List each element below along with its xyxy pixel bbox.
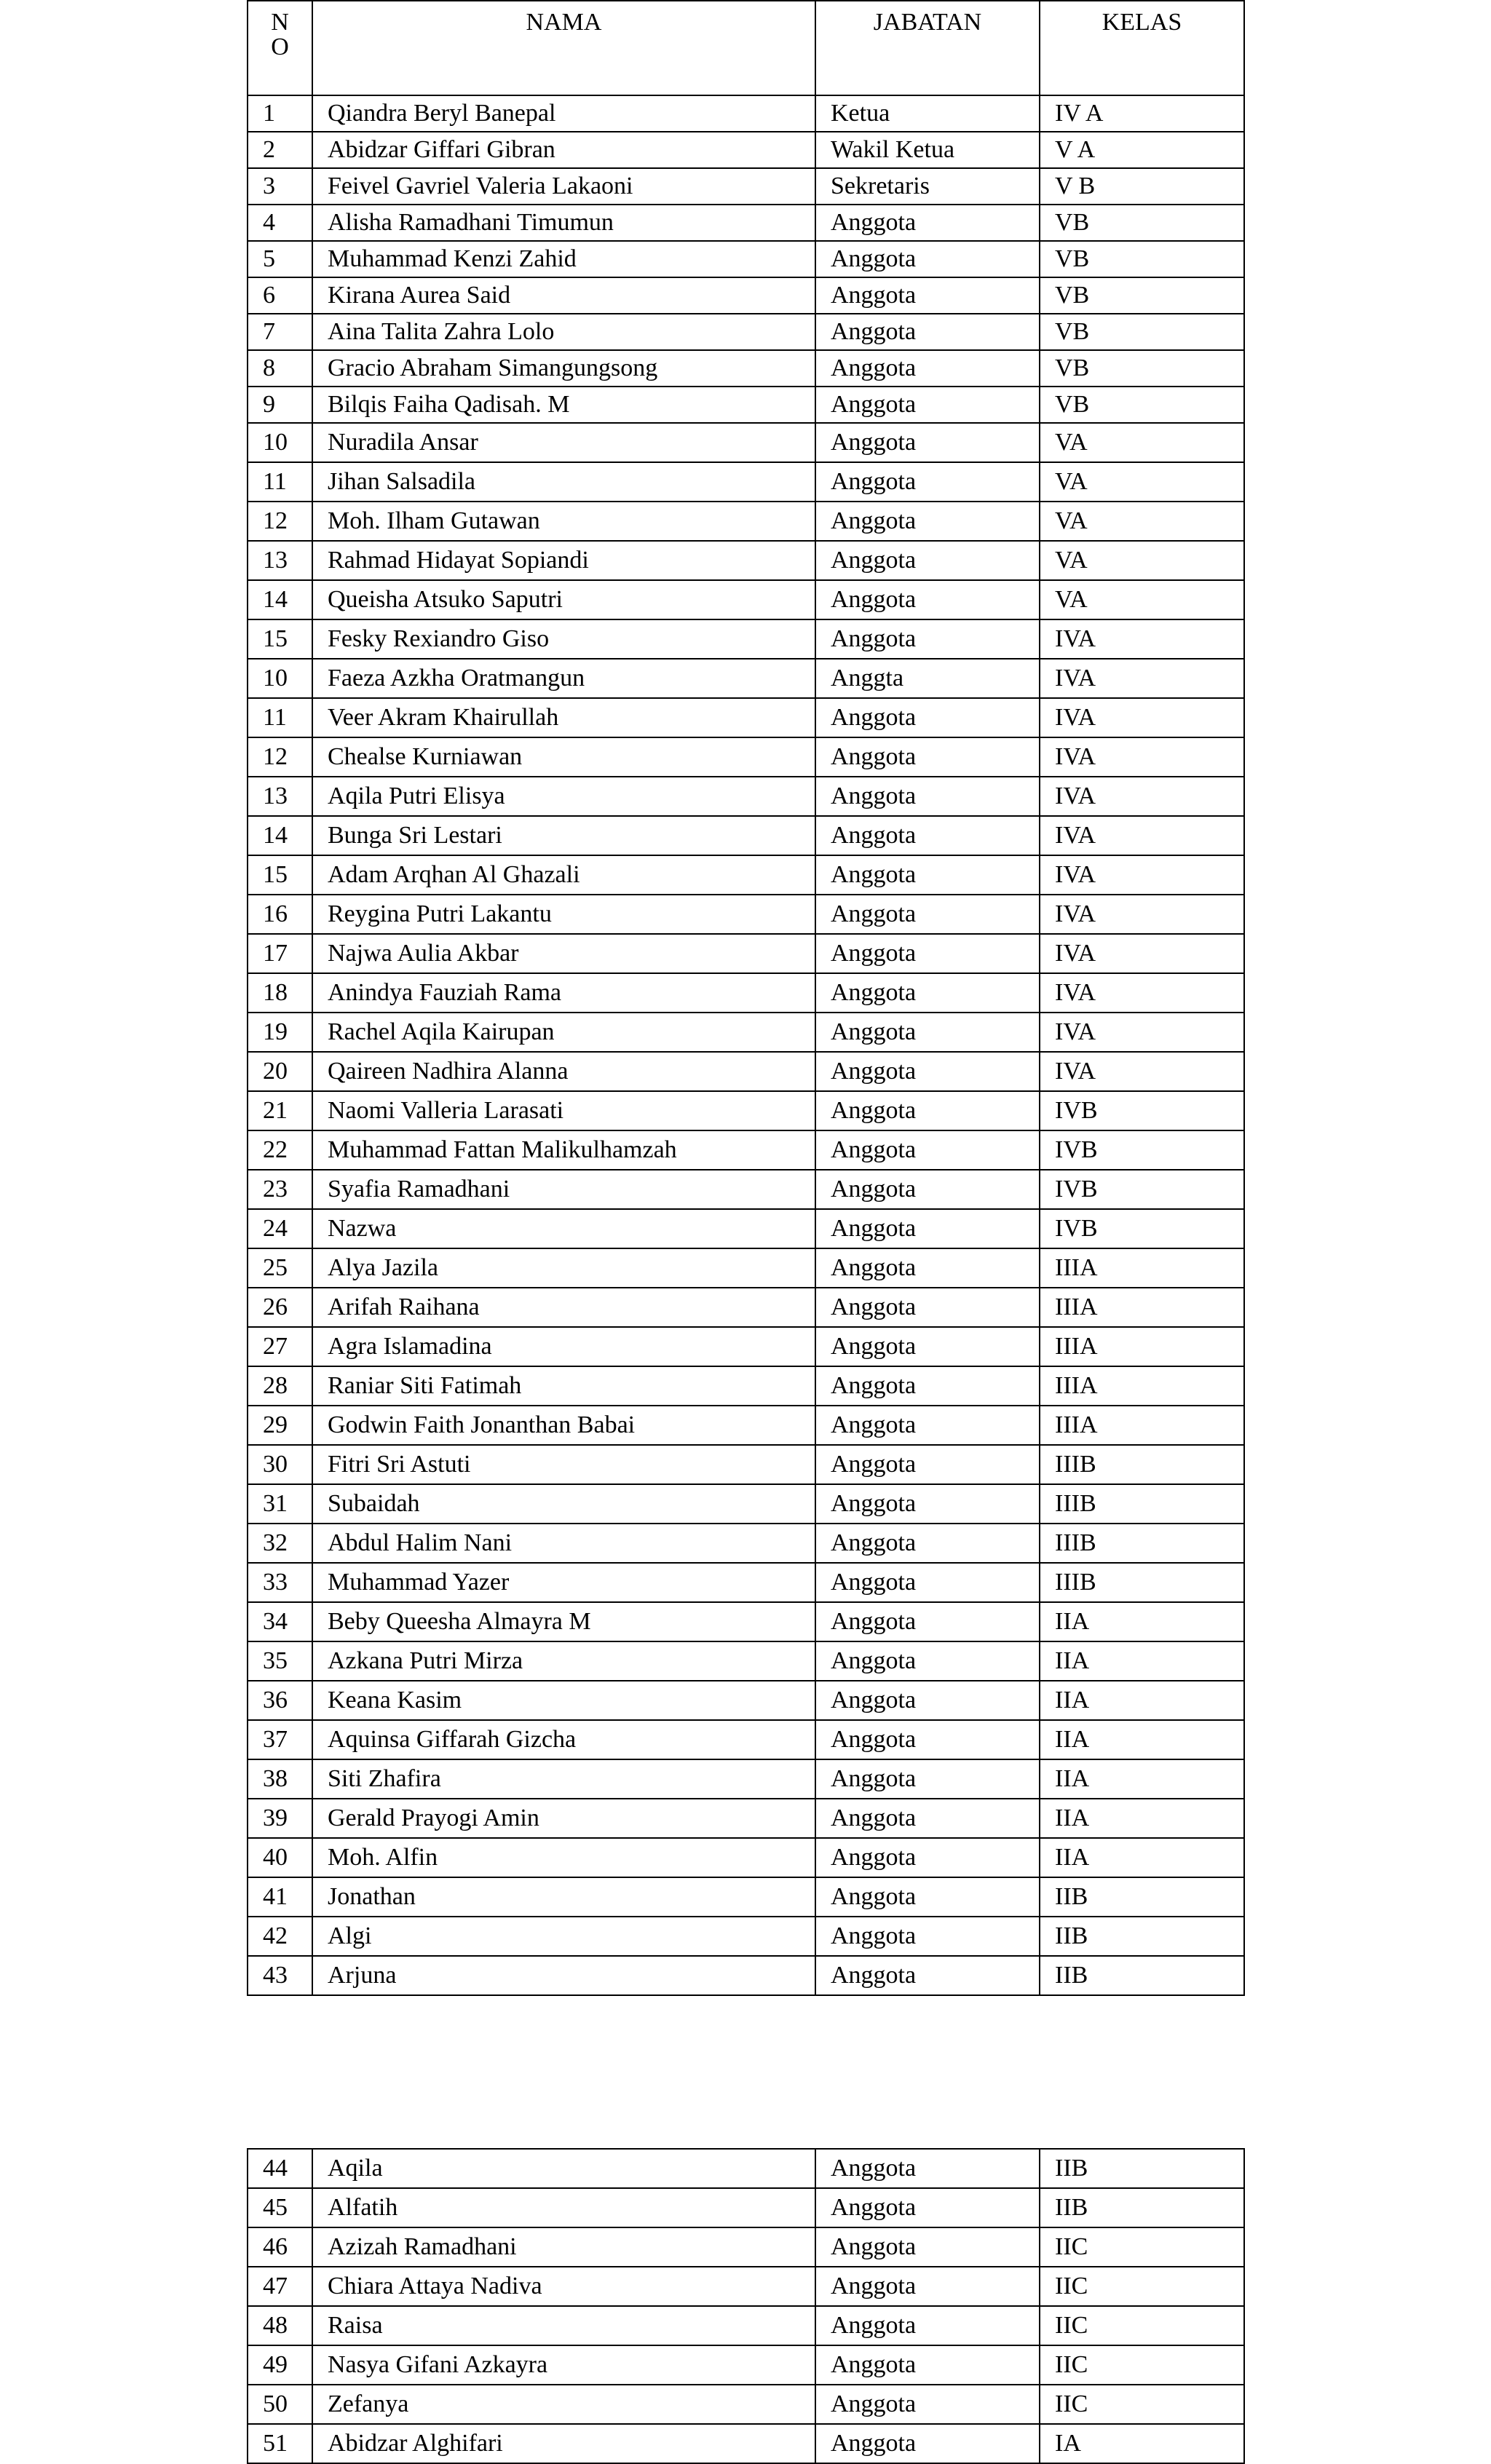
- cell-nama: Gerald Prayogi Amin: [312, 1799, 815, 1838]
- table-row: [248, 777, 1244, 816]
- cell-no: 27: [248, 1327, 312, 1366]
- table-row: [248, 934, 1244, 973]
- cell-nama: Arifah Raihana: [312, 1288, 815, 1327]
- table-row: [248, 1130, 1244, 1170]
- cell-jabatan: Anggota: [815, 895, 1040, 934]
- cell-jabatan: Anggota: [815, 205, 1040, 241]
- cell-nama: Reygina Putri Lakantu: [312, 895, 815, 934]
- cell-kelas: IIIB: [1040, 1563, 1244, 1602]
- table-row: [248, 1877, 1244, 1917]
- cell-jabatan: Anggota: [815, 1130, 1040, 1170]
- cell-jabatan: Anggota: [815, 502, 1040, 541]
- member-table-continued-body: [248, 2149, 1244, 2463]
- cell-kelas: IVB: [1040, 1209, 1244, 1248]
- cell-kelas: IIB: [1040, 1917, 1244, 1956]
- table-row: [248, 541, 1244, 580]
- cell-nama: Qiandra Beryl Banepal: [312, 95, 815, 132]
- cell-jabatan: Anggota: [815, 1563, 1040, 1602]
- cell-nama: Fesky Rexiandro Giso: [312, 619, 815, 659]
- table-row: [248, 816, 1244, 855]
- cell-nama: Aquinsa Giffarah Gizcha: [312, 1720, 815, 1759]
- table-row: [248, 619, 1244, 659]
- cell-kelas: IIA: [1040, 1641, 1244, 1681]
- cell-jabatan: Anggota: [815, 619, 1040, 659]
- cell-no: 30: [248, 1445, 312, 1484]
- cell-kelas: IIIA: [1040, 1288, 1244, 1327]
- cell-no: 28: [248, 1366, 312, 1406]
- cell-jabatan: Anggota: [815, 1052, 1040, 1091]
- cell-no: 44: [248, 2149, 312, 2188]
- cell-nama: Gracio Abraham Simangungsong: [312, 350, 815, 387]
- cell-kelas: IIA: [1040, 1799, 1244, 1838]
- cell-no: 12: [248, 502, 312, 541]
- cell-no: 37: [248, 1720, 312, 1759]
- cell-jabatan: Sekretaris: [815, 168, 1040, 205]
- cell-nama: Veer Akram Khairullah: [312, 698, 815, 737]
- cell-nama: Queisha Atsuko Saputri: [312, 580, 815, 619]
- cell-jabatan: Anggota: [815, 777, 1040, 816]
- cell-kelas: IVA: [1040, 777, 1244, 816]
- cell-jabatan: Anggota: [815, 1917, 1040, 1956]
- cell-kelas: VA: [1040, 502, 1244, 541]
- cell-no: 14: [248, 580, 312, 619]
- cell-jabatan: Anggota: [815, 1759, 1040, 1799]
- cell-no: 33: [248, 1563, 312, 1602]
- header-row: [248, 1, 1244, 95]
- cell-jabatan: Anggota: [815, 387, 1040, 423]
- cell-no: 12: [248, 737, 312, 777]
- header-jabatan: JABATAN: [815, 1, 1040, 95]
- cell-nama: Beby Queesha Almayra M: [312, 1602, 815, 1641]
- cell-jabatan: Anggota: [815, 1091, 1040, 1130]
- cell-kelas: IVA: [1040, 934, 1244, 973]
- cell-jabatan: Anggota: [815, 241, 1040, 277]
- cell-kelas: IIA: [1040, 1602, 1244, 1641]
- cell-nama: Alfatih: [312, 2188, 815, 2227]
- table-row: [248, 387, 1244, 423]
- cell-nama: Jihan Salsadila: [312, 462, 815, 502]
- table-row: [248, 314, 1244, 350]
- cell-no: 21: [248, 1091, 312, 1130]
- cell-jabatan: Anggota: [815, 816, 1040, 855]
- cell-no: 15: [248, 619, 312, 659]
- cell-kelas: IIC: [1040, 2306, 1244, 2345]
- table-row: [248, 168, 1244, 205]
- cell-jabatan: Wakil Ketua: [815, 132, 1040, 168]
- table-row: [248, 205, 1244, 241]
- table-row: [248, 2227, 1244, 2267]
- cell-no: 51: [248, 2424, 312, 2463]
- cell-jabatan: Anggota: [815, 1406, 1040, 1445]
- cell-jabatan: Anggota: [815, 462, 1040, 502]
- cell-kelas: IVA: [1040, 737, 1244, 777]
- cell-no: 16: [248, 895, 312, 934]
- cell-kelas: VB: [1040, 205, 1244, 241]
- cell-no: 49: [248, 2345, 312, 2385]
- cell-nama: Bilqis Faiha Qadisah. M: [312, 387, 815, 423]
- table-row: [248, 1563, 1244, 1602]
- cell-kelas: IVA: [1040, 619, 1244, 659]
- cell-nama: Abidzar Alghifari: [312, 2424, 815, 2463]
- cell-jabatan: Anggota: [815, 1327, 1040, 1366]
- cell-kelas: IIC: [1040, 2345, 1244, 2385]
- table-row: [248, 2424, 1244, 2463]
- table-row: [248, 1052, 1244, 1091]
- table-row: [248, 1759, 1244, 1799]
- cell-no: 29: [248, 1406, 312, 1445]
- cell-no: 13: [248, 777, 312, 816]
- cell-jabatan: Anggota: [815, 1602, 1040, 1641]
- cell-no: 34: [248, 1602, 312, 1641]
- table-row: [248, 698, 1244, 737]
- cell-kelas: IVA: [1040, 1013, 1244, 1052]
- cell-kelas: IVA: [1040, 1052, 1244, 1091]
- member-table: [247, 0, 1245, 1996]
- cell-nama: Nuradila Ansar: [312, 423, 815, 462]
- cell-nama: Godwin Faith Jonanthan Babai: [312, 1406, 815, 1445]
- cell-nama: Nasya Gifani Azkayra: [312, 2345, 815, 2385]
- cell-kelas: V B: [1040, 168, 1244, 205]
- cell-no: 36: [248, 1681, 312, 1720]
- cell-jabatan: Anggota: [815, 541, 1040, 580]
- cell-nama: Abdul Halim Nani: [312, 1524, 815, 1563]
- cell-jabatan: Anggota: [815, 1445, 1040, 1484]
- cell-no: 24: [248, 1209, 312, 1248]
- table-row: [248, 1799, 1244, 1838]
- table-row: [248, 462, 1244, 502]
- cell-jabatan: Anggota: [815, 314, 1040, 350]
- cell-no: 43: [248, 1956, 312, 1995]
- table-row: [248, 95, 1244, 132]
- cell-jabatan: Anggota: [815, 973, 1040, 1013]
- cell-kelas: VA: [1040, 423, 1244, 462]
- table-row: [248, 2188, 1244, 2227]
- cell-nama: Agra Islamadina: [312, 1327, 815, 1366]
- table-row: [248, 1248, 1244, 1288]
- cell-jabatan: Ketua: [815, 95, 1040, 132]
- table-row: [248, 350, 1244, 387]
- table-row: [248, 1720, 1244, 1759]
- table-row: [248, 2267, 1244, 2306]
- cell-jabatan: Anggota: [815, 934, 1040, 973]
- cell-no: 17: [248, 934, 312, 973]
- cell-kelas: IVA: [1040, 895, 1244, 934]
- table-row: [248, 2385, 1244, 2424]
- cell-nama: Azizah Ramadhani: [312, 2227, 815, 2267]
- cell-jabatan: Anggota: [815, 1956, 1040, 1995]
- table-row: [248, 1484, 1244, 1524]
- cell-no: 25: [248, 1248, 312, 1288]
- cell-kelas: IIC: [1040, 2385, 1244, 2424]
- table-row: [248, 2345, 1244, 2385]
- cell-kelas: IIB: [1040, 1877, 1244, 1917]
- cell-jabatan: Anggota: [815, 580, 1040, 619]
- cell-nama: Moh. Alfin: [312, 1838, 815, 1877]
- cell-no: 5: [248, 241, 312, 277]
- cell-no: 32: [248, 1524, 312, 1563]
- cell-jabatan: Anggota: [815, 2227, 1040, 2267]
- cell-kelas: VA: [1040, 541, 1244, 580]
- cell-kelas: IVB: [1040, 1170, 1244, 1209]
- cell-jabatan: Anggota: [815, 1484, 1040, 1524]
- cell-no: 11: [248, 698, 312, 737]
- cell-nama: Fitri Sri Astuti: [312, 1445, 815, 1484]
- cell-no: 7: [248, 314, 312, 350]
- cell-jabatan: Anggota: [815, 423, 1040, 462]
- cell-nama: Muhammad Fattan Malikulhamzah: [312, 1130, 815, 1170]
- cell-no: 18: [248, 973, 312, 1013]
- cell-jabatan: Anggota: [815, 1641, 1040, 1681]
- cell-no: 14: [248, 816, 312, 855]
- cell-kelas: IIA: [1040, 1838, 1244, 1877]
- header-nama: NAMA: [312, 1, 815, 95]
- cell-kelas: VB: [1040, 241, 1244, 277]
- cell-jabatan: Anggota: [815, 1013, 1040, 1052]
- cell-nama: Naomi Valleria Larasati: [312, 1091, 815, 1130]
- cell-kelas: IIA: [1040, 1720, 1244, 1759]
- table-row: [248, 2149, 1244, 2188]
- cell-jabatan: Anggta: [815, 659, 1040, 698]
- cell-no: 46: [248, 2227, 312, 2267]
- cell-nama: Rahmad Hidayat Sopiandi: [312, 541, 815, 580]
- cell-nama: Raisa: [312, 2306, 815, 2345]
- cell-nama: Zefanya: [312, 2385, 815, 2424]
- cell-kelas: IIA: [1040, 1759, 1244, 1799]
- cell-jabatan: Anggota: [815, 1681, 1040, 1720]
- cell-jabatan: Anggota: [815, 1524, 1040, 1563]
- cell-kelas: IVA: [1040, 816, 1244, 855]
- cell-nama: Raniar Siti Fatimah: [312, 1366, 815, 1406]
- table-row: [248, 2306, 1244, 2345]
- cell-jabatan: Anggota: [815, 698, 1040, 737]
- cell-kelas: IVA: [1040, 855, 1244, 895]
- table-row: [248, 1445, 1244, 1484]
- cell-nama: Arjuna: [312, 1956, 815, 1995]
- cell-jabatan: Anggota: [815, 2345, 1040, 2385]
- cell-kelas: IA: [1040, 2424, 1244, 2463]
- cell-jabatan: Anggota: [815, 2149, 1040, 2188]
- cell-nama: Adam Arqhan Al Ghazali: [312, 855, 815, 895]
- cell-no: 50: [248, 2385, 312, 2424]
- cell-nama: Abidzar Giffari Gibran: [312, 132, 815, 168]
- table-row: [248, 277, 1244, 314]
- member-table-continued: [247, 2148, 1245, 2464]
- cell-no: 19: [248, 1013, 312, 1052]
- cell-no: 47: [248, 2267, 312, 2306]
- table-row: [248, 895, 1244, 934]
- cell-kelas: IIIB: [1040, 1445, 1244, 1484]
- cell-nama: Chealse Kurniawan: [312, 737, 815, 777]
- cell-nama: Anindya Fauziah Rama: [312, 973, 815, 1013]
- member-table-body: [248, 95, 1244, 1995]
- cell-jabatan: Anggota: [815, 1799, 1040, 1838]
- cell-no: 6: [248, 277, 312, 314]
- cell-nama: Azkana Putri Mirza: [312, 1641, 815, 1681]
- cell-nama: Rachel Aqila Kairupan: [312, 1013, 815, 1052]
- cell-jabatan: Anggota: [815, 2267, 1040, 2306]
- cell-nama: Syafia Ramadhani: [312, 1170, 815, 1209]
- table-row: [248, 659, 1244, 698]
- cell-nama: Alya Jazila: [312, 1248, 815, 1288]
- cell-nama: Siti Zhafira: [312, 1759, 815, 1799]
- cell-jabatan: Anggota: [815, 737, 1040, 777]
- cell-kelas: IV A: [1040, 95, 1244, 132]
- table-row: [248, 1013, 1244, 1052]
- cell-jabatan: Anggota: [815, 2188, 1040, 2227]
- cell-no: 38: [248, 1759, 312, 1799]
- table-row: [248, 1956, 1244, 1995]
- table-row: [248, 1681, 1244, 1720]
- table-row: [248, 1170, 1244, 1209]
- cell-no: 8: [248, 350, 312, 387]
- cell-kelas: IIIA: [1040, 1327, 1244, 1366]
- cell-no: 45: [248, 2188, 312, 2227]
- cell-no: 2: [248, 132, 312, 168]
- cell-no: 23: [248, 1170, 312, 1209]
- cell-nama: Algi: [312, 1917, 815, 1956]
- table-row: [248, 1641, 1244, 1681]
- cell-kelas: IVB: [1040, 1130, 1244, 1170]
- table-row: [248, 1209, 1244, 1248]
- cell-nama: Feivel Gavriel Valeria Lakaoni: [312, 168, 815, 205]
- cell-kelas: VB: [1040, 277, 1244, 314]
- cell-nama: Kirana Aurea Said: [312, 277, 815, 314]
- cell-kelas: IIIA: [1040, 1248, 1244, 1288]
- header-kelas: KELAS: [1040, 1, 1244, 95]
- cell-kelas: IIC: [1040, 2227, 1244, 2267]
- cell-jabatan: Anggota: [815, 1877, 1040, 1917]
- cell-no: 22: [248, 1130, 312, 1170]
- cell-jabatan: Anggota: [815, 2306, 1040, 2345]
- table-row: [248, 241, 1244, 277]
- cell-kelas: IVA: [1040, 659, 1244, 698]
- table-row: [248, 973, 1244, 1013]
- table-row: [248, 502, 1244, 541]
- cell-nama: Qaireen Nadhira Alanna: [312, 1052, 815, 1091]
- cell-kelas: IIA: [1040, 1681, 1244, 1720]
- cell-no: 39: [248, 1799, 312, 1838]
- cell-no: 3: [248, 168, 312, 205]
- cell-nama: Muhammad Yazer: [312, 1563, 815, 1602]
- table-row: [248, 1327, 1244, 1366]
- cell-kelas: IIIA: [1040, 1366, 1244, 1406]
- cell-jabatan: Anggota: [815, 2385, 1040, 2424]
- table-row: [248, 1366, 1244, 1406]
- cell-nama: Jonathan: [312, 1877, 815, 1917]
- cell-no: 13: [248, 541, 312, 580]
- cell-no: 10: [248, 423, 312, 462]
- cell-nama: Aina Talita Zahra Lolo: [312, 314, 815, 350]
- cell-no: 40: [248, 1838, 312, 1877]
- cell-no: 4: [248, 205, 312, 241]
- cell-no: 10: [248, 659, 312, 698]
- cell-kelas: V A: [1040, 132, 1244, 168]
- cell-jabatan: Anggota: [815, 350, 1040, 387]
- cell-nama: Aqila Putri Elisya: [312, 777, 815, 816]
- table-row: [248, 855, 1244, 895]
- cell-nama: Keana Kasim: [312, 1681, 815, 1720]
- cell-jabatan: Anggota: [815, 1288, 1040, 1327]
- cell-kelas: IIC: [1040, 2267, 1244, 2306]
- cell-nama: Najwa Aulia Akbar: [312, 934, 815, 973]
- table-row: [248, 1917, 1244, 1956]
- table-row: [248, 1838, 1244, 1877]
- cell-kelas: IIB: [1040, 1956, 1244, 1995]
- header-no: N O: [248, 1, 312, 95]
- cell-kelas: VA: [1040, 462, 1244, 502]
- cell-nama: Bunga Sri Lestari: [312, 816, 815, 855]
- cell-no: 42: [248, 1917, 312, 1956]
- table-row: [248, 1091, 1244, 1130]
- cell-jabatan: Anggota: [815, 1366, 1040, 1406]
- cell-nama: Aqila: [312, 2149, 815, 2188]
- table-row: [248, 1406, 1244, 1445]
- cell-no: 11: [248, 462, 312, 502]
- cell-kelas: VA: [1040, 580, 1244, 619]
- cell-kelas: VB: [1040, 350, 1244, 387]
- cell-jabatan: Anggota: [815, 1720, 1040, 1759]
- cell-kelas: IVA: [1040, 973, 1244, 1013]
- cell-no: 48: [248, 2306, 312, 2345]
- cell-kelas: IVA: [1040, 698, 1244, 737]
- cell-jabatan: Anggota: [815, 277, 1040, 314]
- cell-nama: Faeza Azkha Oratmangun: [312, 659, 815, 698]
- cell-nama: Muhammad Kenzi Zahid: [312, 241, 815, 277]
- cell-no: 1: [248, 95, 312, 132]
- cell-kelas: IIIB: [1040, 1484, 1244, 1524]
- table-row: [248, 580, 1244, 619]
- cell-no: 41: [248, 1877, 312, 1917]
- cell-kelas: IVB: [1040, 1091, 1244, 1130]
- cell-no: 15: [248, 855, 312, 895]
- cell-nama: Chiara Attaya Nadiva: [312, 2267, 815, 2306]
- table-row: [248, 1524, 1244, 1563]
- cell-kelas: VB: [1040, 314, 1244, 350]
- cell-no: 26: [248, 1288, 312, 1327]
- cell-no: 20: [248, 1052, 312, 1091]
- cell-nama: Subaidah: [312, 1484, 815, 1524]
- cell-no: 31: [248, 1484, 312, 1524]
- table-row: [248, 1602, 1244, 1641]
- cell-jabatan: Anggota: [815, 855, 1040, 895]
- cell-jabatan: Anggota: [815, 1838, 1040, 1877]
- cell-kelas: IIIB: [1040, 1524, 1244, 1563]
- cell-jabatan: Anggota: [815, 1170, 1040, 1209]
- cell-nama: Moh. Ilham Gutawan: [312, 502, 815, 541]
- cell-kelas: IIIA: [1040, 1406, 1244, 1445]
- table-row: [248, 737, 1244, 777]
- cell-kelas: VB: [1040, 387, 1244, 423]
- cell-no: 9: [248, 387, 312, 423]
- cell-jabatan: Anggota: [815, 1209, 1040, 1248]
- table-row: [248, 1288, 1244, 1327]
- cell-jabatan: Anggota: [815, 2424, 1040, 2463]
- table-row: [248, 132, 1244, 168]
- cell-kelas: IIB: [1040, 2188, 1244, 2227]
- cell-no: 35: [248, 1641, 312, 1681]
- cell-nama: Alisha Ramadhani Timumun: [312, 205, 815, 241]
- cell-jabatan: Anggota: [815, 1248, 1040, 1288]
- cell-nama: Nazwa: [312, 1209, 815, 1248]
- cell-kelas: IIB: [1040, 2149, 1244, 2188]
- table-row: [248, 423, 1244, 462]
